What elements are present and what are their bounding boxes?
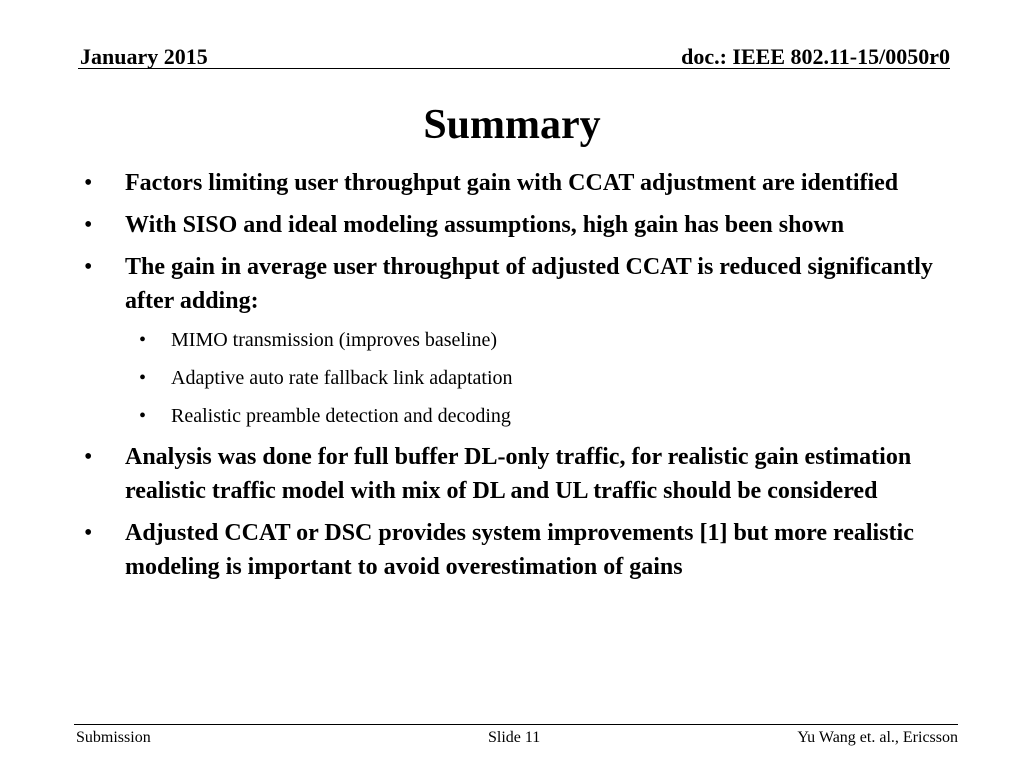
bullet-item — [84, 166, 944, 200]
sub-bullet-text: Realistic preamble detection and decoding — [171, 405, 511, 427]
bullet-item — [84, 440, 944, 508]
bullet-icon: • — [84, 212, 93, 238]
sub-bullet-icon: • — [139, 367, 147, 389]
bullet-icon: • — [84, 520, 93, 546]
footer-divider — [74, 724, 958, 725]
bullet-item — [84, 250, 944, 318]
bullet-icon: • — [84, 254, 93, 280]
footer-submission: Submission — [76, 729, 151, 746]
sub-bullet-item — [84, 402, 944, 430]
bullet-text: Factors limiting user throughput gain with CCAT adjustment are identified — [125, 170, 899, 196]
header-doc-id: doc.: IEEE 802.11-15/0050r0 — [681, 44, 950, 69]
bullet-text: The gain in average user throughput of adjusted CCAT is reduced significantly after adding: — [125, 254, 933, 314]
bullet-text: Analysis was done for full buffer DL-only traffic, for realistic gain estimation realistic traffic model with mix of DL and UL traffic should be considered — [125, 444, 912, 504]
sub-bullet-item — [84, 364, 944, 392]
bullet-item — [84, 208, 944, 242]
slide-title: Summary — [423, 102, 601, 148]
footer-slide-number: Slide 11 — [488, 729, 541, 746]
header-date: January 2015 — [80, 44, 208, 69]
bullet-list — [84, 166, 944, 592]
bullet-text: With SISO and ideal modeling assumptions, high gain has been shown — [125, 212, 845, 238]
sub-bullet-icon: • — [139, 405, 147, 427]
bullet-item — [84, 516, 944, 584]
sub-bullet-list — [84, 326, 944, 430]
sub-bullet-text: Adaptive auto rate fallback link adaptation — [171, 367, 513, 389]
footer-author: Yu Wang et. al., Ericsson — [797, 729, 958, 746]
bullet-text: Adjusted CCAT or DSC provides system improvements [1] but more realistic modeling is important to avoid overestimation of gains — [125, 520, 914, 580]
sub-bullet-icon: • — [139, 329, 147, 351]
sub-bullet-item — [84, 326, 944, 354]
header-divider — [78, 68, 950, 69]
bullet-icon: • — [84, 170, 93, 196]
bullet-icon: • — [84, 444, 93, 470]
sub-bullet-text: MIMO transmission (improves baseline) — [171, 329, 498, 351]
